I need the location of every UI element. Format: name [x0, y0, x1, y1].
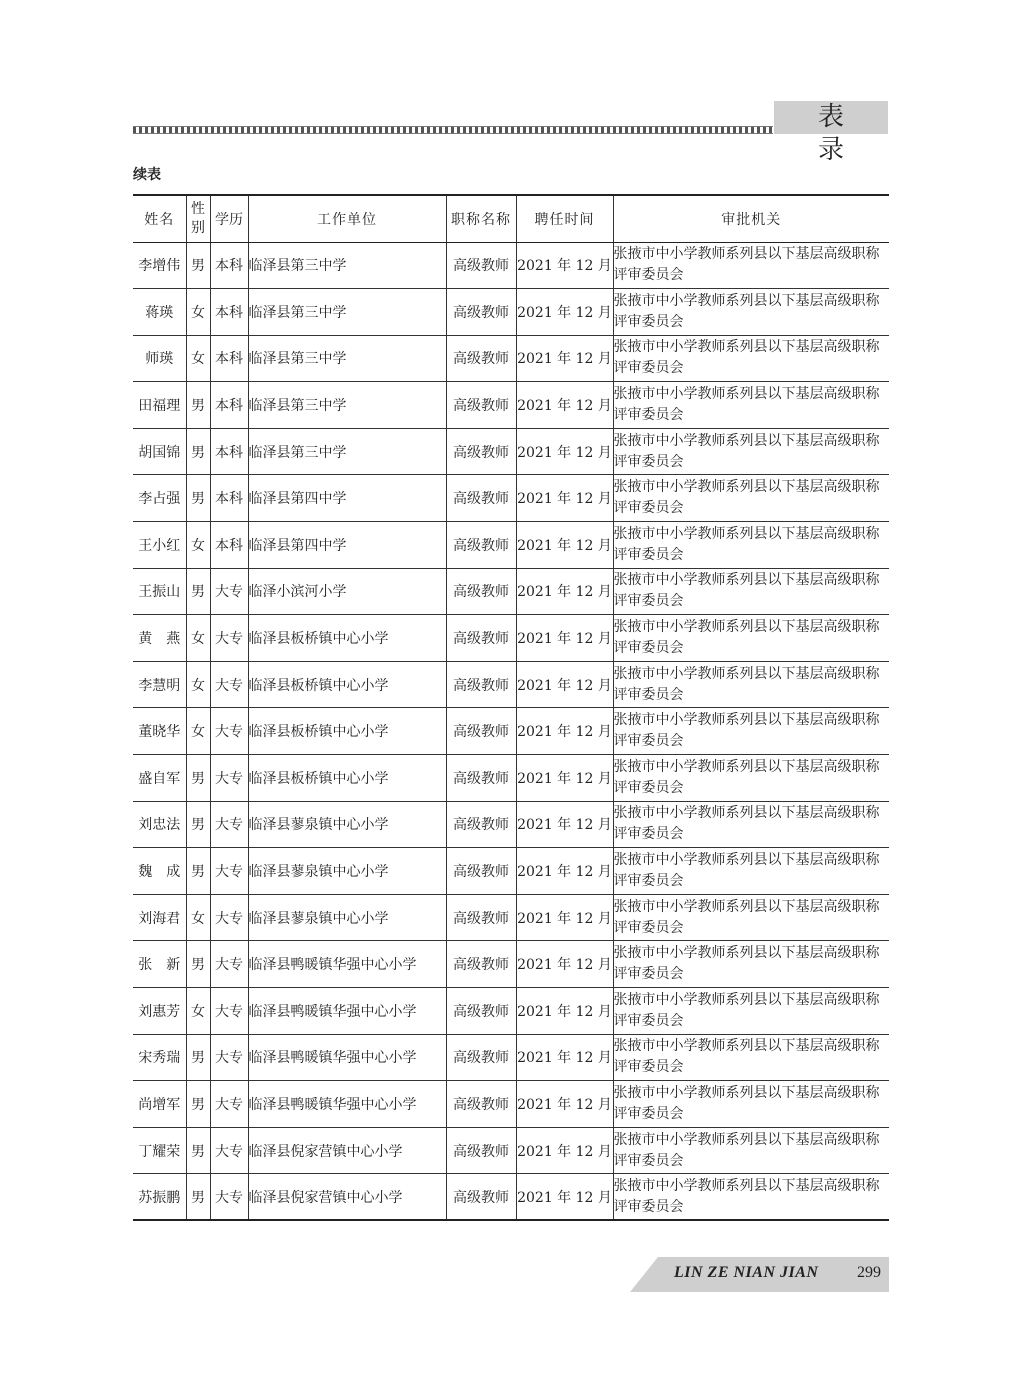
cell-title: 高级教师 [446, 475, 516, 522]
cell-workplace: 临泽县第四中学 [248, 475, 446, 522]
cell-workplace: 临泽县板桥镇中心小学 [248, 661, 446, 708]
cell-title: 高级教师 [446, 335, 516, 382]
cell-title: 高级教师 [446, 661, 516, 708]
cell-name: 刘惠芳 [133, 988, 186, 1035]
cell-approval-authority: 张掖市中小学教师系列县以下基层高级职称评审委员会 [613, 1127, 889, 1174]
cell-title: 高级教师 [446, 242, 516, 289]
cell-name: 李慧明 [133, 661, 186, 708]
cell-name: 刘海君 [133, 894, 186, 941]
cell-gender: 女 [186, 335, 210, 382]
cell-gender: 男 [186, 1081, 210, 1128]
table-row [133, 1127, 889, 1174]
cell-appointment-date: 2021 年 12 月 [516, 1174, 613, 1221]
cell-education: 本科 [210, 428, 248, 475]
cell-title: 高级教师 [446, 522, 516, 569]
cell-name: 刘忠法 [133, 801, 186, 848]
table-row [133, 801, 889, 848]
cell-approval-authority: 张掖市中小学教师系列县以下基层高级职称评审委员会 [613, 941, 889, 988]
cell-workplace: 临泽县倪家营镇中心小学 [248, 1127, 446, 1174]
cell-name: 蒋瑛 [133, 289, 186, 336]
cell-appointment-date: 2021 年 12 月 [516, 755, 613, 802]
cell-appointment-date: 2021 年 12 月 [516, 848, 613, 895]
cell-workplace: 临泽县蓼泉镇中心小学 [248, 894, 446, 941]
cell-appointment-date: 2021 年 12 月 [516, 568, 613, 615]
cell-title: 高级教师 [446, 848, 516, 895]
cell-gender: 女 [186, 289, 210, 336]
cell-appointment-date: 2021 年 12 月 [516, 382, 613, 429]
cell-appointment-date: 2021 年 12 月 [516, 289, 613, 336]
cell-workplace: 临泽县鸭暖镇华强中心小学 [248, 1034, 446, 1081]
cell-title: 高级教师 [446, 428, 516, 475]
cell-workplace: 临泽县第三中学 [248, 335, 446, 382]
table-row [133, 568, 889, 615]
cell-name: 师瑛 [133, 335, 186, 382]
cell-approval-authority: 张掖市中小学教师系列县以下基层高级职称评审委员会 [613, 568, 889, 615]
cell-education: 大专 [210, 1174, 248, 1221]
cell-name: 田福理 [133, 382, 186, 429]
table-row [133, 242, 889, 289]
cell-name: 董晓华 [133, 708, 186, 755]
cell-appointment-date: 2021 年 12 月 [516, 894, 613, 941]
cell-education: 大专 [210, 661, 248, 708]
cell-approval-authority: 张掖市中小学教师系列县以下基层高级职称评审委员会 [613, 1081, 889, 1128]
cell-education: 本科 [210, 475, 248, 522]
cell-education: 大专 [210, 988, 248, 1035]
cell-title: 高级教师 [446, 568, 516, 615]
cell-gender: 女 [186, 988, 210, 1035]
cell-workplace: 临泽县蓼泉镇中心小学 [248, 848, 446, 895]
cell-gender: 男 [186, 568, 210, 615]
cell-approval-authority: 张掖市中小学教师系列县以下基层高级职称评审委员会 [613, 428, 889, 475]
cell-appointment-date: 2021 年 12 月 [516, 522, 613, 569]
column-header-name: 姓名 [133, 195, 186, 242]
table-row [133, 894, 889, 941]
table-row [133, 848, 889, 895]
cell-approval-authority: 张掖市中小学教师系列县以下基层高级职称评审委员会 [613, 242, 889, 289]
cell-gender: 女 [186, 661, 210, 708]
cell-approval-authority: 张掖市中小学教师系列县以下基层高级职称评审委员会 [613, 848, 889, 895]
cell-gender: 女 [186, 708, 210, 755]
cell-gender: 男 [186, 382, 210, 429]
cell-approval-authority: 张掖市中小学教师系列县以下基层高级职称评审委员会 [613, 475, 889, 522]
cell-workplace: 临泽小滨河小学 [248, 568, 446, 615]
cell-workplace: 临泽县第四中学 [248, 522, 446, 569]
cell-workplace: 临泽县板桥镇中心小学 [248, 708, 446, 755]
cell-name: 王小红 [133, 522, 186, 569]
cell-workplace: 临泽县倪家营镇中心小学 [248, 1174, 446, 1221]
cell-education: 本科 [210, 522, 248, 569]
section-title: 表录 [774, 101, 888, 134]
table-row [133, 615, 889, 662]
cell-gender: 男 [186, 242, 210, 289]
column-header-education: 学历 [210, 195, 248, 242]
cell-approval-authority: 张掖市中小学教师系列县以下基层高级职称评审委员会 [613, 615, 889, 662]
column-header-title: 职称名称 [446, 195, 516, 242]
cell-name: 李增伟 [133, 242, 186, 289]
cell-gender: 男 [186, 1127, 210, 1174]
cell-approval-authority: 张掖市中小学教师系列县以下基层高级职称评审委员会 [613, 708, 889, 755]
cell-workplace: 临泽县蓼泉镇中心小学 [248, 801, 446, 848]
cell-title: 高级教师 [446, 1174, 516, 1221]
table-row [133, 661, 889, 708]
cell-approval-authority: 张掖市中小学教师系列县以下基层高级职称评审委员会 [613, 522, 889, 569]
cell-name: 苏振鹏 [133, 1174, 186, 1221]
cell-title: 高级教师 [446, 988, 516, 1035]
cell-appointment-date: 2021 年 12 月 [516, 1034, 613, 1081]
cell-approval-authority: 张掖市中小学教师系列县以下基层高级职称评审委员会 [613, 894, 889, 941]
footer-title: LIN ZE NIAN JIAN [674, 1264, 819, 1281]
table-caption: 续表 [133, 167, 161, 183]
cell-title: 高级教师 [446, 382, 516, 429]
cell-gender: 男 [186, 1034, 210, 1081]
cell-appointment-date: 2021 年 12 月 [516, 335, 613, 382]
cell-name: 王振山 [133, 568, 186, 615]
cell-title: 高级教师 [446, 1127, 516, 1174]
table-row [133, 522, 889, 569]
cell-title: 高级教师 [446, 941, 516, 988]
column-header-approval-authority: 审批机关 [613, 195, 889, 242]
cell-title: 高级教师 [446, 708, 516, 755]
cell-gender: 女 [186, 522, 210, 569]
cell-gender: 男 [186, 941, 210, 988]
table-row [133, 382, 889, 429]
cell-gender: 男 [186, 475, 210, 522]
cell-education: 大专 [210, 568, 248, 615]
cell-education: 本科 [210, 335, 248, 382]
cell-appointment-date: 2021 年 12 月 [516, 708, 613, 755]
cell-approval-authority: 张掖市中小学教师系列县以下基层高级职称评审委员会 [613, 801, 889, 848]
cell-appointment-date: 2021 年 12 月 [516, 988, 613, 1035]
cell-workplace: 临泽县第三中学 [248, 289, 446, 336]
cell-name: 胡国锦 [133, 428, 186, 475]
cell-education: 本科 [210, 382, 248, 429]
table-row [133, 475, 889, 522]
header-dotted-rule [133, 126, 773, 134]
cell-workplace: 临泽县板桥镇中心小学 [248, 755, 446, 802]
cell-title: 高级教师 [446, 615, 516, 662]
cell-workplace: 临泽县第三中学 [248, 242, 446, 289]
table-row [133, 289, 889, 336]
cell-education: 大专 [210, 708, 248, 755]
cell-approval-authority: 张掖市中小学教师系列县以下基层高级职称评审委员会 [613, 1174, 889, 1221]
cell-education: 大专 [210, 1081, 248, 1128]
cell-gender: 女 [186, 894, 210, 941]
cell-workplace: 临泽县鸭暖镇华强中心小学 [248, 988, 446, 1035]
cell-appointment-date: 2021 年 12 月 [516, 428, 613, 475]
cell-approval-authority: 张掖市中小学教师系列县以下基层高级职称评审委员会 [613, 382, 889, 429]
cell-name: 李占强 [133, 475, 186, 522]
cell-name: 丁耀荣 [133, 1127, 186, 1174]
cell-workplace: 临泽县鸭暖镇华强中心小学 [248, 941, 446, 988]
cell-name: 张 新 [133, 941, 186, 988]
cell-education: 大专 [210, 1127, 248, 1174]
cell-title: 高级教师 [446, 1034, 516, 1081]
cell-appointment-date: 2021 年 12 月 [516, 801, 613, 848]
cell-education: 大专 [210, 894, 248, 941]
cell-name: 盛自军 [133, 755, 186, 802]
table-row [133, 1081, 889, 1128]
cell-gender: 男 [186, 1174, 210, 1221]
column-header-workplace: 工作单位 [248, 195, 446, 242]
cell-education: 本科 [210, 242, 248, 289]
table-row [133, 1174, 889, 1221]
cell-approval-authority: 张掖市中小学教师系列县以下基层高级职称评审委员会 [613, 289, 889, 336]
page-number: 299 [857, 1264, 881, 1281]
cell-gender: 男 [186, 755, 210, 802]
column-header-gender: 性别 [186, 195, 210, 242]
cell-education: 大专 [210, 1034, 248, 1081]
cell-workplace: 临泽县板桥镇中心小学 [248, 615, 446, 662]
cell-approval-authority: 张掖市中小学教师系列县以下基层高级职称评审委员会 [613, 661, 889, 708]
cell-education: 大专 [210, 848, 248, 895]
cell-appointment-date: 2021 年 12 月 [516, 475, 613, 522]
cell-title: 高级教师 [446, 894, 516, 941]
cell-name: 魏 成 [133, 848, 186, 895]
column-header-appointment-date: 聘任时间 [516, 195, 613, 242]
cell-education: 本科 [210, 289, 248, 336]
cell-title: 高级教师 [446, 755, 516, 802]
cell-title: 高级教师 [446, 1081, 516, 1128]
cell-gender: 女 [186, 615, 210, 662]
cell-education: 大专 [210, 755, 248, 802]
cell-appointment-date: 2021 年 12 月 [516, 615, 613, 662]
cell-approval-authority: 张掖市中小学教师系列县以下基层高级职称评审委员会 [613, 755, 889, 802]
table-row [133, 755, 889, 802]
cell-education: 大专 [210, 941, 248, 988]
personnel-table [133, 194, 889, 1221]
cell-title: 高级教师 [446, 801, 516, 848]
cell-name: 尚增军 [133, 1081, 186, 1128]
cell-workplace: 临泽县第三中学 [248, 382, 446, 429]
cell-gender: 男 [186, 428, 210, 475]
table-row [133, 428, 889, 475]
cell-appointment-date: 2021 年 12 月 [516, 242, 613, 289]
cell-appointment-date: 2021 年 12 月 [516, 1081, 613, 1128]
cell-gender: 男 [186, 848, 210, 895]
table-row [133, 941, 889, 988]
cell-appointment-date: 2021 年 12 月 [516, 661, 613, 708]
cell-education: 大专 [210, 801, 248, 848]
table-row [133, 708, 889, 755]
cell-workplace: 临泽县第三中学 [248, 428, 446, 475]
cell-gender: 男 [186, 801, 210, 848]
cell-approval-authority: 张掖市中小学教师系列县以下基层高级职称评审委员会 [613, 988, 889, 1035]
table-header-row [133, 195, 889, 242]
table-row [133, 988, 889, 1035]
cell-workplace: 临泽县鸭暖镇华强中心小学 [248, 1081, 446, 1128]
table-body [133, 242, 889, 1220]
cell-name: 黄 燕 [133, 615, 186, 662]
cell-approval-authority: 张掖市中小学教师系列县以下基层高级职称评审委员会 [613, 1034, 889, 1081]
cell-approval-authority: 张掖市中小学教师系列县以下基层高级职称评审委员会 [613, 335, 889, 382]
table-row [133, 1034, 889, 1081]
cell-title: 高级教师 [446, 289, 516, 336]
cell-appointment-date: 2021 年 12 月 [516, 941, 613, 988]
cell-education: 大专 [210, 615, 248, 662]
cell-appointment-date: 2021 年 12 月 [516, 1127, 613, 1174]
cell-name: 宋秀瑞 [133, 1034, 186, 1081]
table-row [133, 335, 889, 382]
